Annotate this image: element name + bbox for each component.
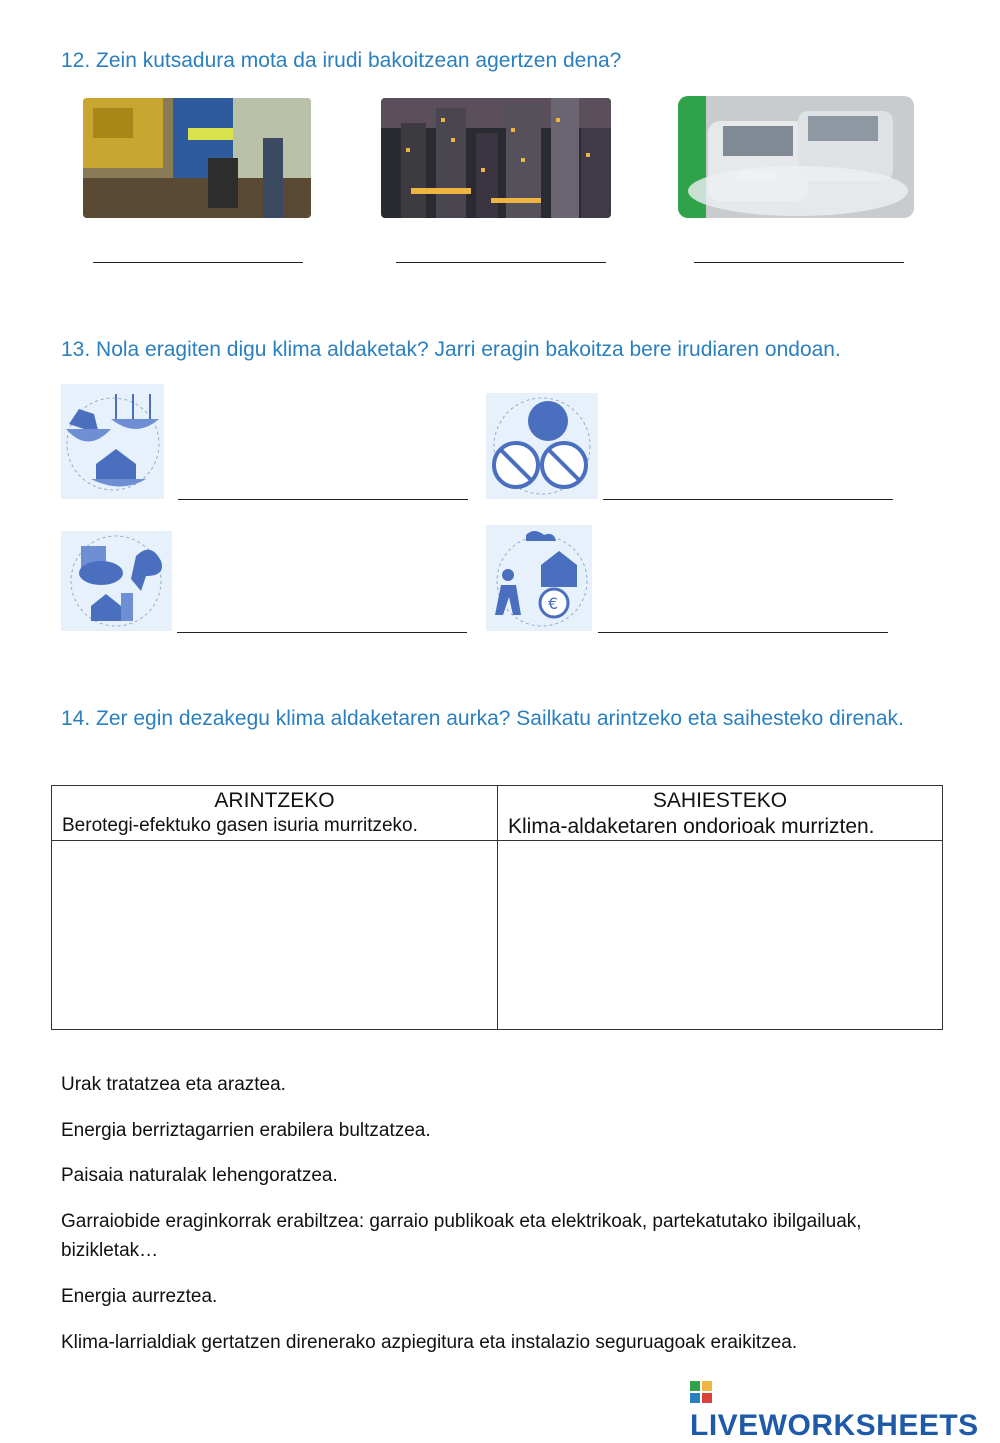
city-light-pollution-photo	[381, 98, 611, 218]
arintzeko-header: ARINTZEKO	[214, 789, 335, 812]
list-item[interactable]: Garraiobide eraginkorrak erabiltzea: garraio publikoak eta elektrikoak, partekatutako ibilgailuak, bizikletak…	[61, 1211, 862, 1261]
answer-blank-7[interactable]	[598, 632, 888, 633]
answer-blank-4[interactable]	[178, 499, 468, 500]
list-item[interactable]: Paisaia naturalak lehengoratzea.	[61, 1165, 338, 1186]
sahiesteko-drop-area[interactable]	[498, 841, 943, 1030]
list-item[interactable]: Urak tratatzea eta araztea.	[61, 1074, 286, 1095]
sorting-table	[51, 785, 943, 1030]
liveworksheets-logo-icon	[690, 1381, 712, 1403]
answer-blank-5[interactable]	[603, 499, 893, 500]
arintzeko-drop-area[interactable]	[52, 841, 498, 1030]
economic-displacement-icon	[486, 525, 592, 631]
flooding-icon	[61, 384, 164, 499]
list-item[interactable]: Energia berriztagarrien erabilera bultzatzea.	[61, 1120, 431, 1141]
arintzeko-description: Berotegi-efektuko gasen isuria murritzeko.	[62, 815, 418, 836]
question-12-title: 12. Zein kutsadura mota da irudi bakoitzean agertzen dena?	[61, 49, 622, 72]
question-13-title: 13. Nola eragiten digu klima aldaketak? Jarri eragin bakoitza bere irudiaren ondoan.	[61, 338, 841, 361]
liveworksheets-logo	[690, 1375, 1000, 1443]
sahiesteko-description: Klima-aldaketaren ondorioak murrizten.	[508, 815, 875, 838]
answer-blank-3[interactable]	[694, 262, 904, 263]
arintzeko-header-cell	[52, 786, 498, 841]
extreme-weather-icon	[61, 531, 172, 631]
biodiversity-loss-icon	[486, 393, 598, 499]
sahiesteko-header-cell	[498, 786, 943, 841]
svg-text:€: €	[548, 594, 559, 613]
traffic-air-pollution-photo	[678, 96, 914, 218]
answer-blank-6[interactable]	[177, 632, 467, 633]
sahiesteko-header: SAHIESTEKO	[652, 789, 788, 812]
list-item[interactable]: Klima-larrialdiak gertatzen direnerako azpiegitura eta instalazio seguruagoak eraikitzea.	[61, 1332, 798, 1353]
answer-blank-1[interactable]	[93, 262, 303, 263]
question-14-title: 14. Zer egin dezakegu klima aldaketaren aurka? Sailkatu arintzeko eta saihesteko direnak.	[61, 707, 904, 730]
brand-name: LIVEWORKSHEETS	[690, 1409, 979, 1442]
construction-noise-photo	[83, 98, 311, 218]
list-item[interactable]: Energia aurreztea.	[61, 1286, 218, 1307]
answer-blank-2[interactable]	[396, 262, 606, 263]
